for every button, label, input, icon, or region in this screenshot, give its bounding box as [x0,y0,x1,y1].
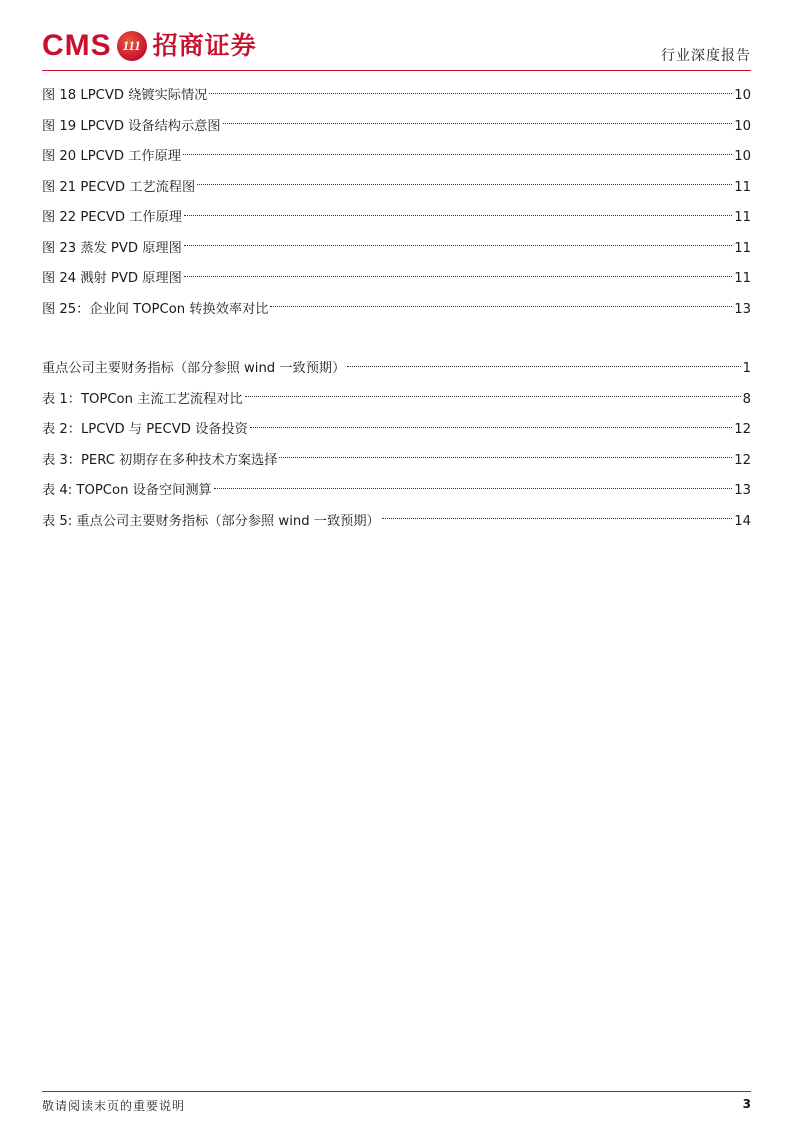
toc-entry[interactable] [42,295,751,326]
toc-entry[interactable] [42,507,751,538]
toc-entry[interactable] [42,385,751,416]
toc-entry-label: 表 2：LPCVD 与 PECVD 设备投资 [42,422,248,437]
dot-leader [250,427,732,428]
logo-emblem-icon: 111 [117,31,147,61]
dot-leader [279,457,732,458]
report-type-label: 行业深度报告 [661,48,751,64]
toc-entry-page: 10 [734,118,751,134]
page-header [0,0,793,72]
toc-entry-label: 图 25：企业间 TOPCon 转换效率对比 [42,301,269,317]
toc-entry[interactable] [42,264,751,295]
toc-entry-page: 13 [734,301,751,317]
toc-entry[interactable] [42,112,751,143]
dot-leader [184,245,732,246]
toc-entry-page: 8 [742,391,751,407]
toc-entry-label: 表 4: TOPCon 设备空间测算 [42,483,212,498]
figure-list [42,81,751,325]
dot-leader [184,215,732,216]
dot-leader [245,396,741,397]
toc-entry-label: 重点公司主要财务指标（部分参照 wind 一致预期） [42,361,346,376]
toc-entry-label: 表 1：TOPCon 主流工艺流程对比 [42,391,243,407]
toc-entry-page: 12 [734,422,751,437]
toc-entry-label: 图 24 溅射 PVD 原理图 [42,271,182,286]
toc-entry-label: 图 18 LPCVD 绕镀实际情况 [42,88,208,103]
toc-entry-label: 表 3：PERC 初期存在多种技术方案选择 [42,452,278,468]
dot-leader [223,123,733,124]
dot-leader [382,518,733,519]
toc-entry-page: 10 [734,149,751,164]
disclaimer-note: 敬请阅读末页的重要说明 [42,1099,186,1113]
toc-entry-label: 图 23 蒸发 PVD 原理图 [42,240,182,256]
dot-leader [183,154,732,155]
toc-entry-label: 图 20 LPCVD 工作原理 [42,149,181,164]
toc-entry-page: 12 [734,452,751,468]
page-number: 3 [742,1097,751,1111]
dot-leader [209,93,732,94]
toc-entry[interactable] [42,354,751,385]
toc-entry[interactable] [42,173,751,204]
dot-leader [270,306,732,307]
toc-entry-page: 13 [734,483,751,498]
toc-entry-page: 11 [734,179,751,195]
logo-cms-text: CMS [42,29,112,62]
toc-entry-label: 图 21 PECVD 工艺流程图 [42,179,196,195]
toc-entry-page: 11 [734,240,751,256]
dot-leader [347,366,740,367]
toc-entry-page: 10 [734,88,751,103]
toc-entry-page: 11 [734,210,751,225]
toc-entry[interactable] [42,415,751,446]
toc-entry[interactable] [42,234,751,265]
toc-entry-page: 1 [742,361,751,376]
dot-leader [214,488,732,489]
dot-leader [197,184,732,185]
toc-entry-label: 图 19 LPCVD 设备结构示意图 [42,118,221,134]
toc-entry-label: 图 22 PECVD 工作原理 [42,210,182,225]
logo-company-name: 招商证券 [152,31,257,60]
toc-entry[interactable] [42,203,751,234]
toc-entry[interactable] [42,81,751,112]
toc-entry-label: 表 5: 重点公司主要财务指标（部分参照 wind 一致预期） [42,513,380,529]
cms-logo [42,28,257,64]
dot-leader [184,276,732,277]
table-list [42,354,751,537]
toc-entry[interactable] [42,476,751,507]
toc-entry[interactable] [42,446,751,477]
toc-entry[interactable] [42,142,751,173]
footer-divider [42,1091,751,1092]
toc-entry-page: 11 [734,271,751,286]
header-divider [42,70,751,71]
toc-entry-page: 14 [734,513,751,529]
